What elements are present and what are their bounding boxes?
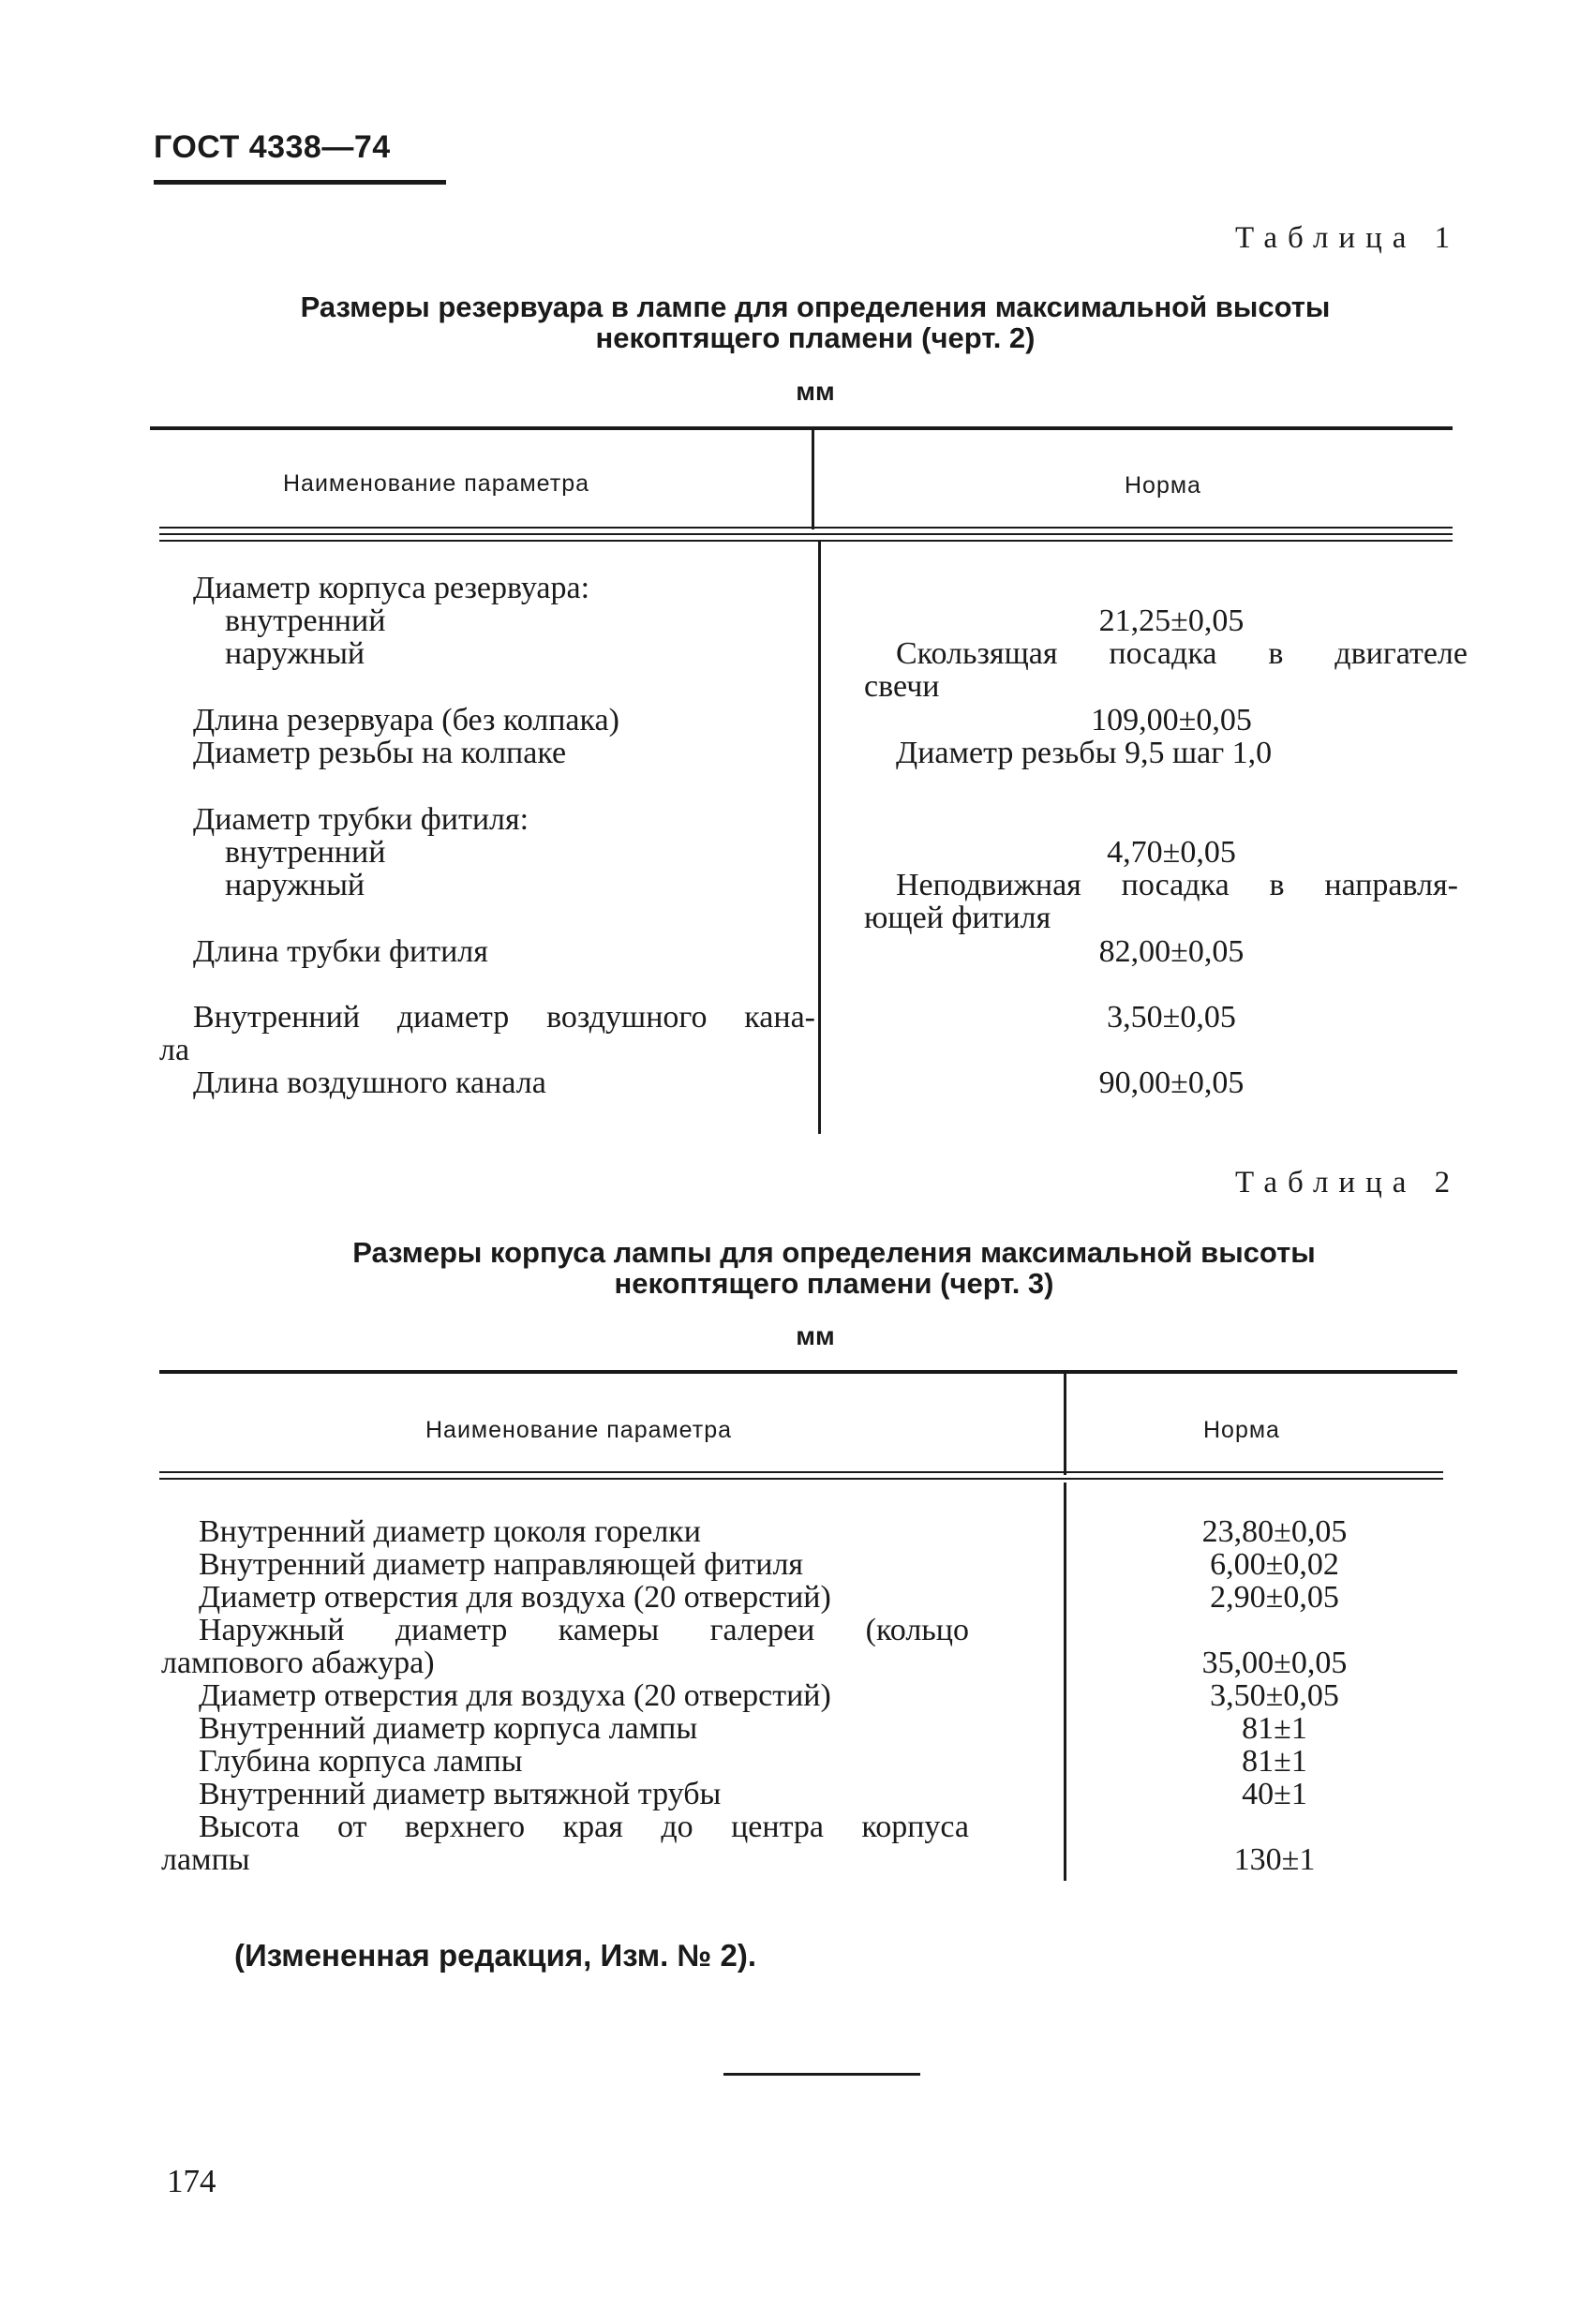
table2-title-line2: некоптящего пламени (черт. 3) [614,1267,1054,1300]
table2-top-rule [159,1370,1457,1374]
page-number: 174 [167,2163,216,2199]
t2-r9-param-line2: лампы [161,1842,250,1877]
table1-header-rule-a [159,527,1453,529]
table1-col-param: Наименование параметра [283,470,590,497]
t2-r6-norm: 81±1 [1242,1711,1307,1746]
t1-r7-param: внутренний [225,835,386,870]
t1-r4-param: Длина резервуара (без колпака) [193,703,619,737]
t2-r9-norm: 130±1 [1233,1842,1316,1877]
table1-unit: мм [796,377,835,406]
t1-r9-param: Длина трубки фитиля [193,934,488,969]
table1-col-norm: Норма [1125,472,1201,499]
t2-r4-norm: 35,00±0,05 [1201,1646,1348,1680]
t2-r2-param: Внутренний диаметр направляющей фитиля [199,1547,804,1582]
t2-r5-norm: 3,50±0,05 [1210,1678,1339,1713]
t1-r5-param: Диаметр резьбы на колпаке [193,736,567,770]
t1-r3-param: наружный [225,636,365,671]
table1-label: Таблица 1 [1235,221,1461,255]
t2-r8-norm: 40±1 [1242,1777,1307,1811]
table2-header-divider [1064,1370,1066,1475]
table1-top-rule [150,426,1453,430]
table2-header-rule-b [159,1478,1443,1480]
table1-title-line2: некоптящего пламени (черт. 2) [595,321,1036,354]
t1-r10-param-line2: ла [159,1033,190,1067]
table1-header-rule-c [159,540,1453,542]
t2-r1-norm: 23,80±0,05 [1201,1514,1348,1549]
t2-r7-param: Глубина корпуса лампы [199,1744,523,1779]
t2-r4-param-line2: лампового абажура) [161,1646,435,1680]
table1-header-divider [812,426,814,529]
t1-r9-norm: 82,00±0,05 [1098,934,1245,969]
t2-r4-param-line1: Наружный диаметр камеры галереи (кольцо [199,1613,969,1647]
table2-unit: мм [796,1321,835,1350]
t2-r6-param: Внутренний диаметр корпуса лампы [199,1711,698,1746]
t2-r9-param-line1: Высота от верхнего края до центра корпуса [199,1810,969,1844]
table2-col-param: Наименование параметра [425,1417,733,1443]
t2-r1-param: Внутренний диаметр цоколя горелки [199,1514,701,1549]
t2-r3-param: Диаметр отверстия для воздуха (20 отверстий) [199,1580,831,1615]
t1-r10-norm: 3,50±0,05 [1107,1000,1236,1035]
t1-r3-norm-line2: свечи [864,669,940,704]
t1-r5-norm: Диаметр резьбы 9,5 шаг 1,0 [896,736,1273,770]
document-code: ГОСТ 4338—74 [154,129,391,165]
t1-r10-param-line1: Внутренний диаметр воздушного кана- [193,1000,815,1035]
t2-r7-norm: 81±1 [1242,1744,1307,1779]
header-underline [154,180,446,185]
end-rule [723,2073,920,2076]
t1-r7-norm: 4,70±0,05 [1107,835,1236,870]
table2-title-line1: Размеры корпуса лампы для определения максимальной высоты [352,1236,1316,1269]
t1-r1-param: Диаметр корпуса резервуара: [193,571,590,605]
table1-header-rule-b [159,533,1453,535]
amendment-note: (Измененная редакция, Изм. № 2). [234,1938,756,1973]
table1-title-line1: Размеры резервуара в лампе для определения максимальной высоты [300,290,1331,323]
table2-col-norm: Норма [1203,1417,1280,1443]
table2-label: Таблица 2 [1235,1166,1461,1199]
t1-r4-norm: 109,00±0,05 [1091,703,1252,737]
t2-r5-param: Диаметр отверстия для воздуха (20 отверстий) [199,1678,831,1713]
table2-body-divider [1064,1482,1066,1881]
table1-body-divider [818,542,821,1134]
t2-r2-norm: 6,00±0,02 [1210,1547,1339,1582]
t2-r8-param: Внутренний диаметр вытяжной трубы [199,1777,722,1811]
t1-r8-param: наружный [225,868,365,902]
table2-header-rule-a [159,1471,1443,1473]
t1-r11-norm: 90,00±0,05 [1098,1065,1245,1100]
t1-r11-param: Длина воздушного канала [193,1065,546,1100]
t1-r8-norm-line1: Неподвижная посадка в направля- [896,868,1458,902]
t2-r3-norm: 2,90±0,05 [1210,1580,1339,1615]
t1-r3-norm-line1: Скользящая посадка в двигателе [896,636,1468,671]
t1-r6-param: Диаметр трубки фитиля: [193,802,529,837]
t1-r2-norm: 21,25±0,05 [1098,603,1245,638]
t1-r8-norm-line2: ющей фитиля [864,901,1051,935]
t1-r2-param: внутренний [225,603,386,638]
